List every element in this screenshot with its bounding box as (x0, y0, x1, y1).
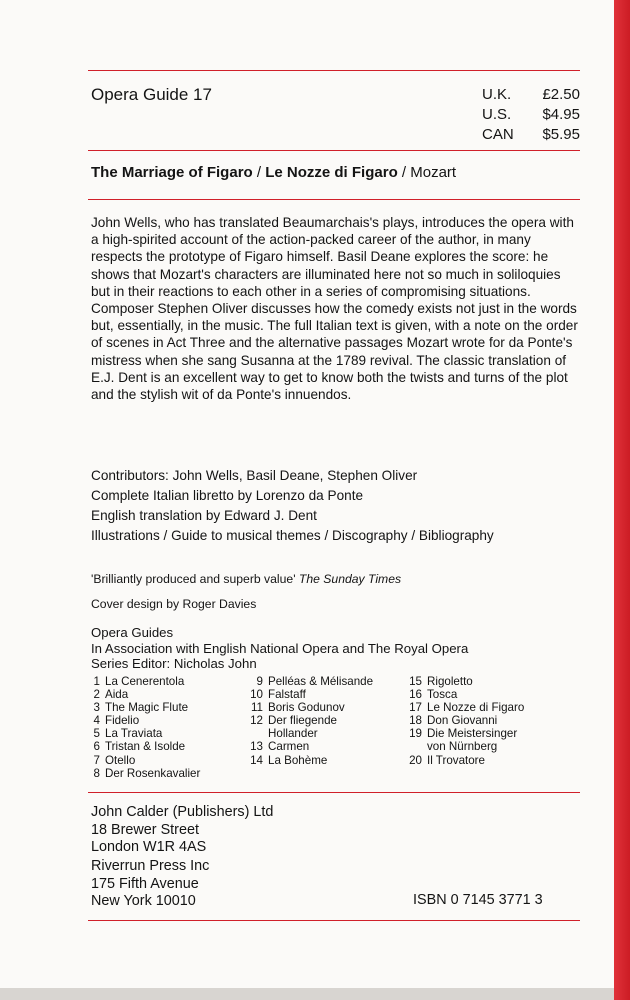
list-item: 18 Don Giovanni (409, 714, 498, 728)
list-item: 10 Falstaff (250, 688, 306, 702)
guide-list-column-3 (406, 675, 524, 767)
publisher-street: 18 Brewer Street (91, 821, 199, 838)
title-composer: Mozart (410, 164, 457, 181)
series-association: In Association with English National Opera and The Royal Opera (91, 640, 469, 656)
isbn: ISBN 0 7145 3771 3 (413, 892, 543, 908)
title-separator: / (252, 164, 266, 181)
list-item: 14 La Bohème (250, 753, 328, 767)
price-uk (482, 85, 580, 105)
title-italian: Le Nozze di Figaro (265, 164, 398, 181)
publisher-address-uk (91, 804, 273, 857)
list-item: Hollander (268, 727, 318, 741)
credit-translation: English translation by Edward J. Dent (91, 508, 317, 523)
list-item: 16 Tosca (409, 688, 458, 702)
series-editor: Series Editor: Nicholas John (91, 656, 257, 671)
currency-label: U.S. (482, 106, 512, 123)
title-english: The Marriage of Figaro (91, 164, 253, 181)
red-spine-edge (614, 0, 630, 1000)
publisher-name: Riverrun Press Inc (91, 858, 210, 874)
credit-libretto: Complete Italian libretto by Lorenzo da Ponte (91, 488, 364, 503)
list-item: 2 Aida (93, 688, 129, 702)
series-name: Opera Guides (91, 625, 174, 640)
publisher-address-us (91, 858, 209, 911)
description: John Wells, who has translated Beaumarchais's plays, introduces the opera with a high-spirited account of the action-packed career of the author, in many respects the prototype of Figaro himself. Basil Deane explores the score: he shows that Mozart's characters are illuminated here not so much in soliloquies but in their reactions to each other in a series of compromising situations. Composer Stephen Oliver discusses how the comedy exists not just in the words but, essentially, in the music. The full Italian text is given, with a note on the order of scenes in Act Three and the alternative passages Mozart wrote for da Ponte's mistress when she sang Susanna at the 1789 revival. The classic translation of E.J. Dent is an excellent way to get to know both the twists and turns of the plot and the stylish wit of da Ponte's innuendos. (91, 215, 578, 403)
publisher-name: John Calder (Publishers) Ltd (91, 804, 274, 820)
title-separator: / (397, 164, 411, 181)
list-item: 20 Il Trovatore (409, 753, 485, 767)
publisher-street: 175 Fifth Avenue (91, 875, 199, 892)
series-title: Opera Guide 17 (91, 85, 212, 104)
credit-contributors: Contributors: John Wells, Basil Deane, Stephen Oliver (91, 468, 418, 483)
list-item: 11 Boris Godunov (250, 701, 345, 715)
guide-list-column-2 (247, 675, 373, 767)
list-item: 1 La Cenerentola (93, 675, 185, 688)
list-item: 17 Le Nozze di Figaro (409, 701, 525, 715)
list-item: 13 Carmen (250, 740, 310, 754)
list-item: von Nürnberg (427, 740, 498, 754)
list-item: 19 Die Meistersinger (409, 727, 518, 741)
list-item: 5 La Traviata (93, 727, 163, 741)
list-item: 4 Fidelio (93, 714, 140, 728)
credits (91, 467, 581, 547)
currency-label: CAN (482, 126, 514, 143)
list-item: 8 Der Rosenkavalier (93, 766, 201, 780)
cover-design-credit: Cover design by Roger Davies (91, 597, 257, 611)
list-item: 12 Der fliegende (250, 714, 337, 728)
rule-above-publishers (88, 792, 580, 793)
list-item: 9 Pelléas & Mélisande (256, 675, 374, 688)
publisher-city: London W1R 4AS (91, 839, 207, 855)
price-can (482, 125, 580, 145)
credit-contents: Illustrations / Guide to musical themes / Discography / Bibliography (91, 528, 494, 543)
publisher-city: New York 10010 (91, 893, 196, 909)
price-amount: £2.50 (542, 86, 580, 103)
currency-label: U.K. (482, 86, 512, 103)
price-us (482, 105, 580, 125)
quote-text: 'Brilliantly produced and superb value' (91, 572, 296, 586)
price-amount: $5.95 (542, 126, 580, 143)
list-item: 3 The Magic Flute (93, 701, 189, 715)
list-item: 7 Otello (93, 753, 136, 767)
rule-above-title (88, 150, 580, 151)
page-bottom-edge (0, 988, 614, 1000)
quote-source: The Sunday Times (298, 572, 402, 586)
list-item: 15 Rigoletto (409, 675, 473, 688)
price-amount: $4.95 (542, 106, 580, 123)
series-info (91, 625, 468, 672)
rule-below-title (88, 199, 580, 200)
list-item: 6 Tristan & Isolde (93, 740, 186, 754)
guide-list-column-1 (84, 675, 200, 780)
book-title (91, 164, 456, 181)
top-rule (88, 70, 580, 71)
price-list (482, 85, 580, 145)
review-quote (91, 572, 401, 586)
bottom-rule (88, 920, 580, 921)
